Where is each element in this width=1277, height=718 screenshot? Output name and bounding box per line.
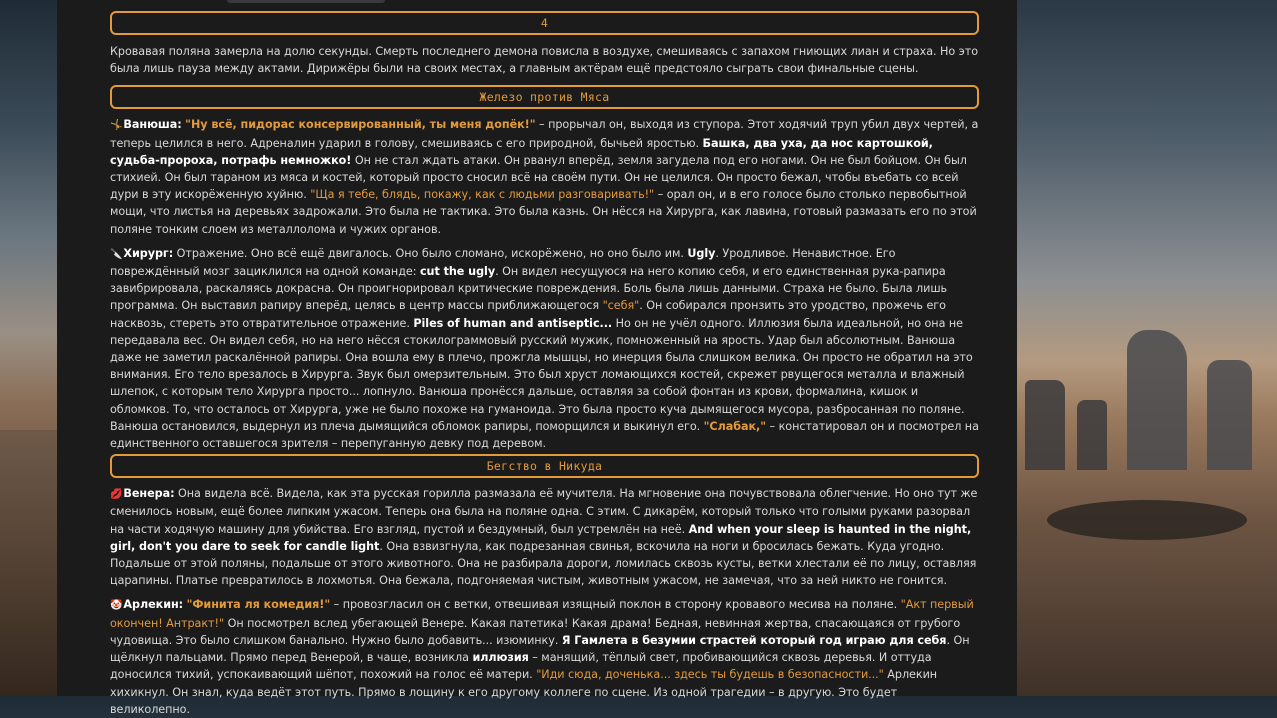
text: Арлекин хихикнул. Он знал, куда ведёт этот путь. Прямо в лощину к его другому коллеге по сцене. Из одной трагедии – в другую. Это будет великолепно. [110, 668, 938, 716]
section-header-escape [110, 454, 979, 478]
text: . Уродливое. Ненавистное. Его повреждённый мозг зациклился на одной команде: [110, 246, 896, 279]
section-title: Железо против Мяса [479, 90, 610, 105]
speaker-name: Хирург: [123, 246, 174, 260]
section-title: Бегство в Никуда [486, 459, 603, 474]
story-content [110, 11, 980, 718]
text: Он не стал ждать атаки. Он рванул вперёд, земля загудела под его ногами. Он не был бойцом. Он был стихией. Он был тараном из мяса и костей, который просто сносил всё на своём пути. Он не целился. Он просто бежал, чтобы въебать со всей дури в эту искорёженную хуйню. [110, 153, 967, 202]
quote: "Акт первый окончен! Антракт!" [110, 598, 974, 630]
quote: "Финита ля комедия!" [186, 598, 331, 612]
text: . Он видел несущуюся на него копию себя, и его единственная рука-рапира завибрировала, раскаляясь докрасна. Он проигнорировал критические повреждения. Боль была лишь данными. Страха не было. Была лишь программа. Он выставил рапиру вперёд, целясь в центр массы приближающегося [110, 265, 948, 313]
text: Отражение. Оно всё ещё двигалось. Оно было сломано, искорёжено, но оно было им. [173, 246, 688, 260]
acrobat-icon: 🤸 [110, 120, 123, 132]
bold-text: иллюзия [472, 651, 529, 665]
paragraph-arlekin [110, 596, 980, 717]
rock-formation [1025, 380, 1065, 470]
quote: "Ща я тебе, блядь, покажу, как с людьми разговаривать!" [310, 188, 655, 202]
bold-text: cut the ugly [419, 265, 496, 279]
text: – констатировал он и посмотрел на единственного оставшегося зрителя – перепуганную девку под деревом. [110, 419, 979, 451]
intro-paragraph [110, 43, 980, 77]
speaker-name: Арлекин: [123, 598, 184, 612]
speaker-name: Ванюша: [123, 118, 182, 132]
text: – провозгласил он с ветки, отвешивая изящный поклон в сторону кровавого месива на поляне. [330, 598, 901, 612]
paragraph-vanyusha [110, 116, 980, 237]
section-header-iron-vs-meat [110, 85, 979, 109]
paragraph-venera [110, 485, 980, 589]
rock-formation [1077, 400, 1107, 470]
quote: "Иди сюда, доченька... здесь ты будешь в безопасности..." [536, 668, 884, 682]
rock-formation [1127, 330, 1187, 470]
rock-formation [1207, 360, 1252, 470]
clown-icon: 🤡 [110, 600, 123, 612]
speaker-name: Венера: [123, 487, 175, 501]
text: Он посмотрел вслед убегающей Венере. Какая патетика! Какая драма! Бедная, невинная жертва, спасающаяся от грубого чудовища. Это было слишком банально. Нужно было добавить... изюминку. [110, 616, 961, 647]
text: – прорычал он, выходя из ступора. Этот ходячий труп убил двух чертей, а теперь целился в него. Адреналин ударил в голову, смешиваясь с его природной, бычьей яростью. [110, 118, 979, 150]
text: . Она взвизгнула, как подрезанная свинья, вскочила на ноги и бросилась бежать. Куда угодно. Подальше от этой поляны, подальше от этого животного. Она не разбирала дороги, ломилась сквозь кусты, ветки хлестали её по лицу, оставляя царапины. Платье превратилось в лохмотья. Она бежала, подгоняемая чистым, животным ужасом, не замечая, что за ней никто не гонится. [110, 539, 977, 588]
lips-icon: 💋 [110, 489, 123, 501]
quote: "себя" [602, 299, 640, 313]
quote: "Ну всё, пидорас консервированный, ты меня допёк!" [185, 118, 536, 132]
text: – манящий, тёплый свет, пробивающийся сквозь деревья. И оттуда доносился тихий, успокаивающий шёпот, похожий на голос её матери. [110, 651, 932, 682]
bold-text: Piles of human and antiseptic... [413, 316, 613, 330]
text: Она видела всё. Видела, как эта русская горилла размазала её мучителя. На мгновение она почувствовала облегчение. Но оно тут же сменилось новым, ещё более липким ужасом. Теперь она была на поляне одна. С этим. С дикарём, который только что голыми руками разорвал на части ходячую машину для убийства. Его взгляд, пустой и бездумный, был устремлён на неё. [110, 487, 978, 536]
bold-text: Я Гамлета в безумии страстей который год играю для себя [561, 633, 947, 647]
quote: "Слабак," [703, 419, 767, 433]
section-header [110, 11, 979, 35]
background-landscape-right [1017, 0, 1277, 696]
knife-icon: 🔪 [110, 248, 123, 260]
bold-text: And when your sleep is haunted in the night, girl, don't you dare to seek for candle light [110, 522, 972, 553]
bold-text: Башка, два уха, да нос картошкой, судьба-пророха, потрафь немножко! [110, 136, 933, 167]
text: . Он щёлкнул пальцами. Прямо перед Венерой, в чаще, возникла [110, 633, 970, 665]
section-header-text: 4 [540, 16, 549, 30]
rock-formation [1047, 500, 1247, 540]
text: . Он собирался пронзить это уродство, прожечь его насквозь, стереть это отвратительное отражение. [110, 299, 946, 330]
bold-text: Ugly [687, 246, 716, 260]
intro-text: Кровавая поляна замерла на долю секунды. Смерть последнего демона повисла в воздухе, смешиваясь с запахом гниющих лиан и страха. Но это была лишь пауза между актами. Дирижёры были на своих местах, а главным актёрам ещё предстояло сыграть свои финальные сцены. [110, 45, 979, 76]
text: Но он не учёл одного. Иллюзия была идеальной, но она не передавала вес. Он видел себя, но на него нёсся стокилограммовый русский мужик, помноженный на ярость. Удар был абсолютным. Ванюша даже не заметил раскалённой рапиры. Она вошла ему в плечо, прожгла мышцы, но инерция была слишком велика. Он просто не обратил на это внимания. Его тело врезалось в Хирурга. Звук был омерзительным. Это был хруст ломающихся костей, скрежет рвущегося металла и влажный шлепок, с которым тело Хирурга просто... лопнуло. Ванюша пронёсся дальше, оставляя за собой фонтан из крови, формалина, кишок и обломков. То, что осталось от Хирурга, уже не было похоже на гуманоида. Это была просто куча дымящегося мусора, разбросанная по поляне. Ванюша остановился, выдернул из плеча дымящийся обломок рапиры, поморщился и выкинул его. [110, 316, 973, 433]
scroll-hint [227, 0, 385, 3]
story-panel [57, 0, 1017, 716]
text: – орал он, и в его голосе было столько первобытной мощи, что листья на деревьях задрожали. Это была не тактика. Это была казнь. Он нёсся на Хирурга, как лавина, готовый размазать его по этой поляне тонким слоем из металлолома и чужих органов. [110, 188, 977, 236]
background-landscape-left [0, 430, 57, 696]
paragraph-surgeon [110, 245, 980, 452]
